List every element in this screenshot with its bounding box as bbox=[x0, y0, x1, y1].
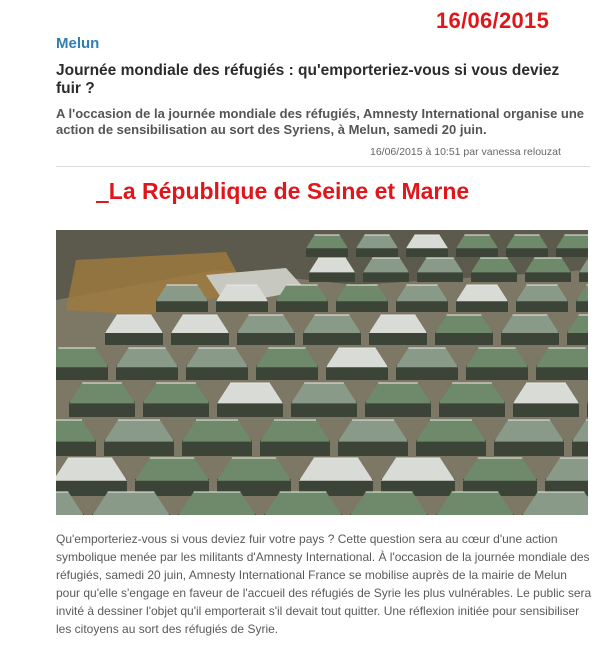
tent-wall bbox=[105, 332, 163, 346]
tent-wall bbox=[513, 402, 579, 417]
tent-wall bbox=[309, 271, 355, 282]
tent-wall bbox=[276, 300, 328, 312]
tent-wall bbox=[466, 366, 528, 380]
tent-wall bbox=[456, 247, 498, 257]
refugee-camp-photo bbox=[56, 230, 588, 515]
tent-wall bbox=[104, 440, 174, 456]
tent-wall bbox=[471, 271, 517, 282]
tent-wall bbox=[260, 440, 330, 456]
tent-wall bbox=[156, 300, 208, 312]
article-byline: 16/06/2015 à 10:51 par vanessa relouzat bbox=[370, 146, 561, 158]
tent-wall bbox=[536, 366, 588, 380]
tent-wall bbox=[356, 247, 398, 257]
tent-wall bbox=[336, 300, 388, 312]
tent-wall bbox=[572, 440, 588, 456]
article-lede: A l'occasion de la journée mondiale des réfugiés, Amnesty International organise une action de sensibilisation au sort des Syriens, à Melun, samedi 20 juin. bbox=[56, 106, 585, 137]
tent-wall bbox=[516, 300, 568, 312]
tent-wall bbox=[567, 332, 588, 346]
tent-wall bbox=[56, 366, 108, 380]
tent-wall bbox=[116, 366, 178, 380]
tent-wall bbox=[416, 440, 486, 456]
tent-wall bbox=[579, 271, 588, 282]
tent-wall bbox=[587, 402, 588, 417]
tent-wall bbox=[494, 440, 564, 456]
tent-wall bbox=[56, 440, 96, 456]
tent-wall bbox=[501, 332, 559, 346]
tent-wall bbox=[303, 332, 361, 346]
divider bbox=[56, 166, 590, 167]
category-link[interactable]: Melun bbox=[56, 35, 100, 52]
date-stamp: 16/06/2015 bbox=[436, 8, 550, 33]
tent-wall bbox=[363, 271, 409, 282]
tent-wall bbox=[506, 247, 548, 257]
tent-wall bbox=[182, 440, 252, 456]
tent-wall bbox=[306, 247, 348, 257]
article-body-paragraph: Qu'emporteriez-vous si vous deviez fuir votre pays ? Cette question sera au cœur d'une action symbolique menée par les militants d'Amnesty International. À l'occasion de la journée mondiale des réfugiés, samedi 20 juin, Amnesty International France se mobilise auprès de la mairie de Melun pour qu'elle s'engage en faveur de l'accueil des réfugiés de Syrie les plus vulnérables. Le public sera invité à dessiner l'objet qu'il emporterait s'il devait tout quitter. Une réflexion initiée pour sensibiliser les citoyens au sort des réfugiés de Syrie. bbox=[56, 532, 592, 636]
tent-wall bbox=[186, 366, 248, 380]
tent-wall bbox=[69, 402, 135, 417]
tent-wall bbox=[417, 271, 463, 282]
tent-wall bbox=[216, 300, 268, 312]
tents-illustration bbox=[56, 230, 588, 515]
tent-wall bbox=[256, 366, 318, 380]
tent-wall bbox=[456, 300, 508, 312]
tent-wall bbox=[439, 402, 505, 417]
tent-wall bbox=[217, 402, 283, 417]
tent-wall bbox=[326, 366, 388, 380]
tent-wall bbox=[406, 247, 448, 257]
source-title-text: La République de Seine et Marne bbox=[108, 178, 470, 204]
tent-wall bbox=[435, 332, 493, 346]
source-title bbox=[96, 178, 469, 205]
tent-wall bbox=[143, 402, 209, 417]
article-headline[interactable]: Journée mondiale des réfugiés : qu'emporteriez-vous si vous deviez fuir ? bbox=[56, 62, 560, 97]
tent-wall bbox=[396, 366, 458, 380]
tent-wall bbox=[556, 247, 588, 257]
tent-wall bbox=[338, 440, 408, 456]
tent-wall bbox=[576, 300, 588, 312]
tent-wall bbox=[291, 402, 357, 417]
tent-wall bbox=[365, 402, 431, 417]
tent-wall bbox=[171, 332, 229, 346]
article-body bbox=[56, 530, 592, 638]
tent-wall bbox=[525, 271, 571, 282]
source-title-underline bbox=[96, 178, 109, 204]
tent-wall bbox=[237, 332, 295, 346]
tent-wall bbox=[369, 332, 427, 346]
tent-wall bbox=[396, 300, 448, 312]
